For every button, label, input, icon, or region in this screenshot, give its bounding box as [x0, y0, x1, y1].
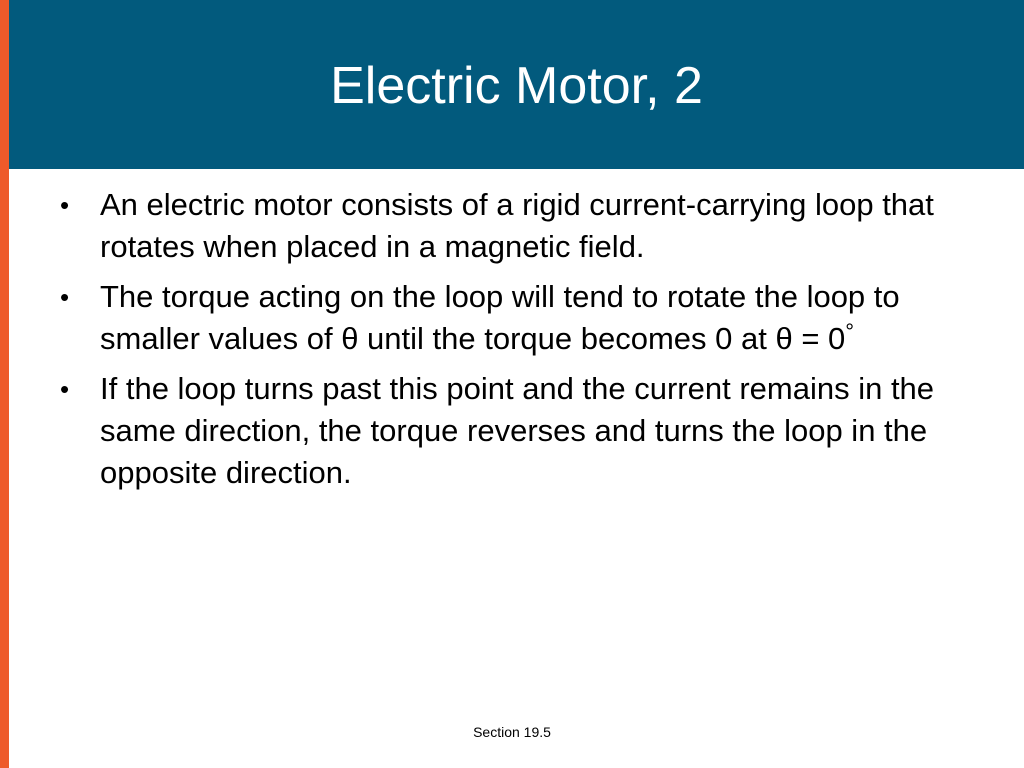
accent-bar [0, 0, 9, 768]
bullet-list [60, 184, 960, 502]
bullet-item [60, 276, 960, 360]
bullet-text: An electric motor consists of a rigid current-carrying loop that rotates when placed in a magnetic field. [100, 187, 934, 264]
title-band [9, 0, 1024, 169]
degree-symbol: ° [845, 319, 855, 344]
bullet-text-wrapper [100, 276, 960, 360]
bullet-icon: • [60, 374, 70, 404]
bullet-icon: • [60, 190, 70, 220]
slide-footer: Section 19.5 [473, 724, 551, 740]
bullet-item [60, 368, 960, 494]
bullet-item [60, 184, 960, 268]
bullet-text: The torque acting on the loop will tend to rotate the loop to smaller values of θ until the torque becomes 0 at θ = 0 [100, 279, 900, 356]
bullet-text: If the loop turns past this point and the current remains in the same direction, the torque reverses and turns the loop in the opposite direction. [100, 371, 935, 490]
bullet-icon: • [60, 282, 70, 312]
slide-title: Electric Motor, 2 [330, 56, 703, 115]
